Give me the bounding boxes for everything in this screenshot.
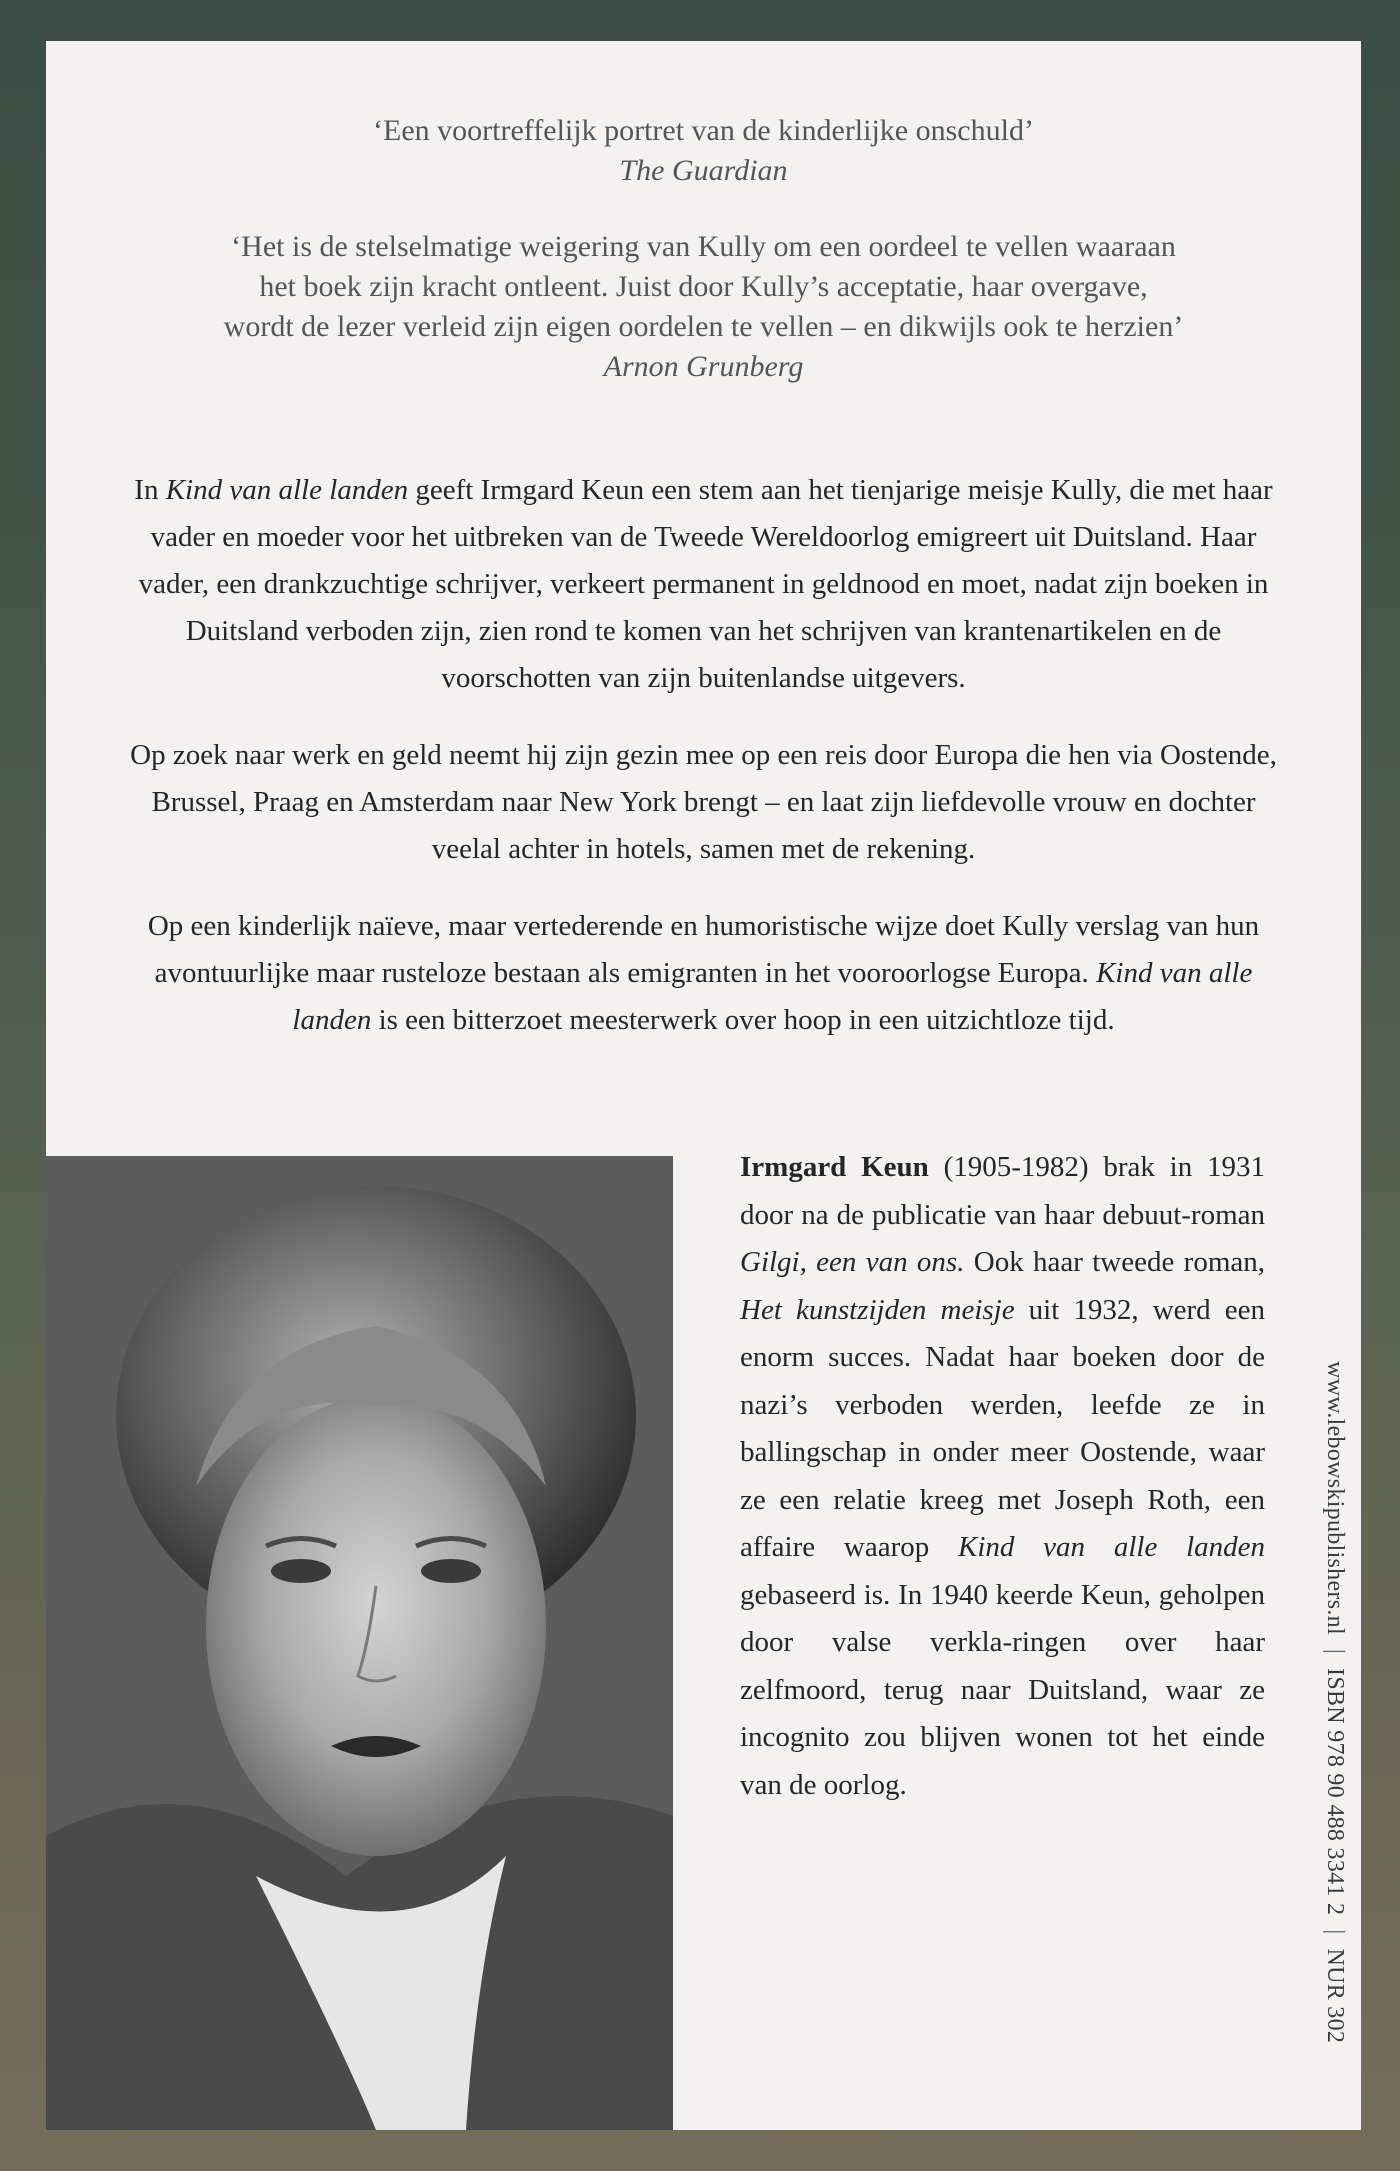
press-quotes (46, 111, 1361, 423)
back-cover (46, 41, 1361, 2130)
isbn: ISBN 978 90 488 3341 2 (1322, 1668, 1348, 1916)
book-title: Kind van alle landen (165, 474, 409, 506)
blurb-paragraph-3: Op een kinderlijk naïeve, maar vertederende en humoristische wijze doet Kully verslag van hun avontuurlijke maar rusteloze bestaan als emigranten in het vooroorlogse Europa. Kind van alle landen is een bitterzoet meesterwerk over hoop in een uitzichtloze tijd. (147, 910, 1260, 1036)
quote-line: het boek zijn kracht ontleent. Juist door Kully’s acceptatie, haar overgave, (259, 270, 1148, 303)
author-portrait-illustration (46, 1156, 673, 2130)
quote-line: ‘Het is de stelselmatige weigering van Kully om een oordeel te vellen waaraan (231, 230, 1176, 263)
quote-source: The Guardian (619, 154, 788, 187)
book-title: Kind van alle landen (292, 957, 1253, 1036)
quote-text: ‘Een voortreffelijk portret van de kinderlijke onschuld’ (373, 114, 1034, 147)
nur-code: NUR 302 (1322, 1948, 1348, 2044)
separator: | (1322, 1929, 1348, 1935)
author-name: Irmgard Keun (740, 1151, 929, 1183)
blurb-paragraph-1: In Kind van alle landen geeft Irmgard Keun een stem aan het tienjarige meisje Kully, die met haar vader en moeder voor het uitbreken van de Tweede Wereldoorlog emigreert uit Duitsland. Haar vader, een drankzuchtige schrijver, verkeert permanent in geldnood en moet, nadat zijn boeken in Duitsland verboden zijn, zien rond te komen van het schrijven van krantenartikelen en de voorschotten van zijn buitenlandse uitgevers. (134, 474, 1273, 694)
book-blurb (116, 467, 1291, 1074)
quote-line: wordt de lezer verleid zijn eigen oordelen te vellen – en dikwijls ook te herzien’ (223, 310, 1184, 343)
quote-guardian (46, 111, 1361, 191)
separator: | (1322, 1648, 1348, 1655)
publisher-website: www.lebowskipublishers.nl (1322, 1361, 1348, 1635)
quote-source: Arnon Grunberg (603, 350, 804, 383)
side-credits (1320, 1361, 1350, 2061)
blurb-paragraph-2: Op zoek naar werk en geld neemt hij zijn gezin mee op een reis door Europa die hen via Oostende, Brussel, Praag en Amsterdam naar New York brengt – en laat zijn liefdevolle vrouw en dochter veelal achter in hotels, samen met de rekening. (130, 739, 1277, 865)
author-bio: Irmgard Keun (1905-1982) brak in 1931 door na de publicatie van haar debuut-roman Gilgi, een van ons. Ook haar tweede roman, Het kunstzijden meisje uit 1932, werd een enorm succes. Nadat haar boeken door de nazi’s verboden werden, leefde ze in ballingschap in onder meer Oostende, waar ze een relatie kreeg met Joseph Roth, een affaire waarop Kind van alle landen gebaseerd is. In 1940 keerde Keun, geholpen door valse verkla-ringen over haar zelfmoord, terug naar Duitsland, waar ze incognito zou blijven wonen tot het einde van de oorlog. (740, 1151, 1266, 1801)
author-photo (46, 1156, 673, 2130)
quote-grunberg (46, 227, 1361, 387)
